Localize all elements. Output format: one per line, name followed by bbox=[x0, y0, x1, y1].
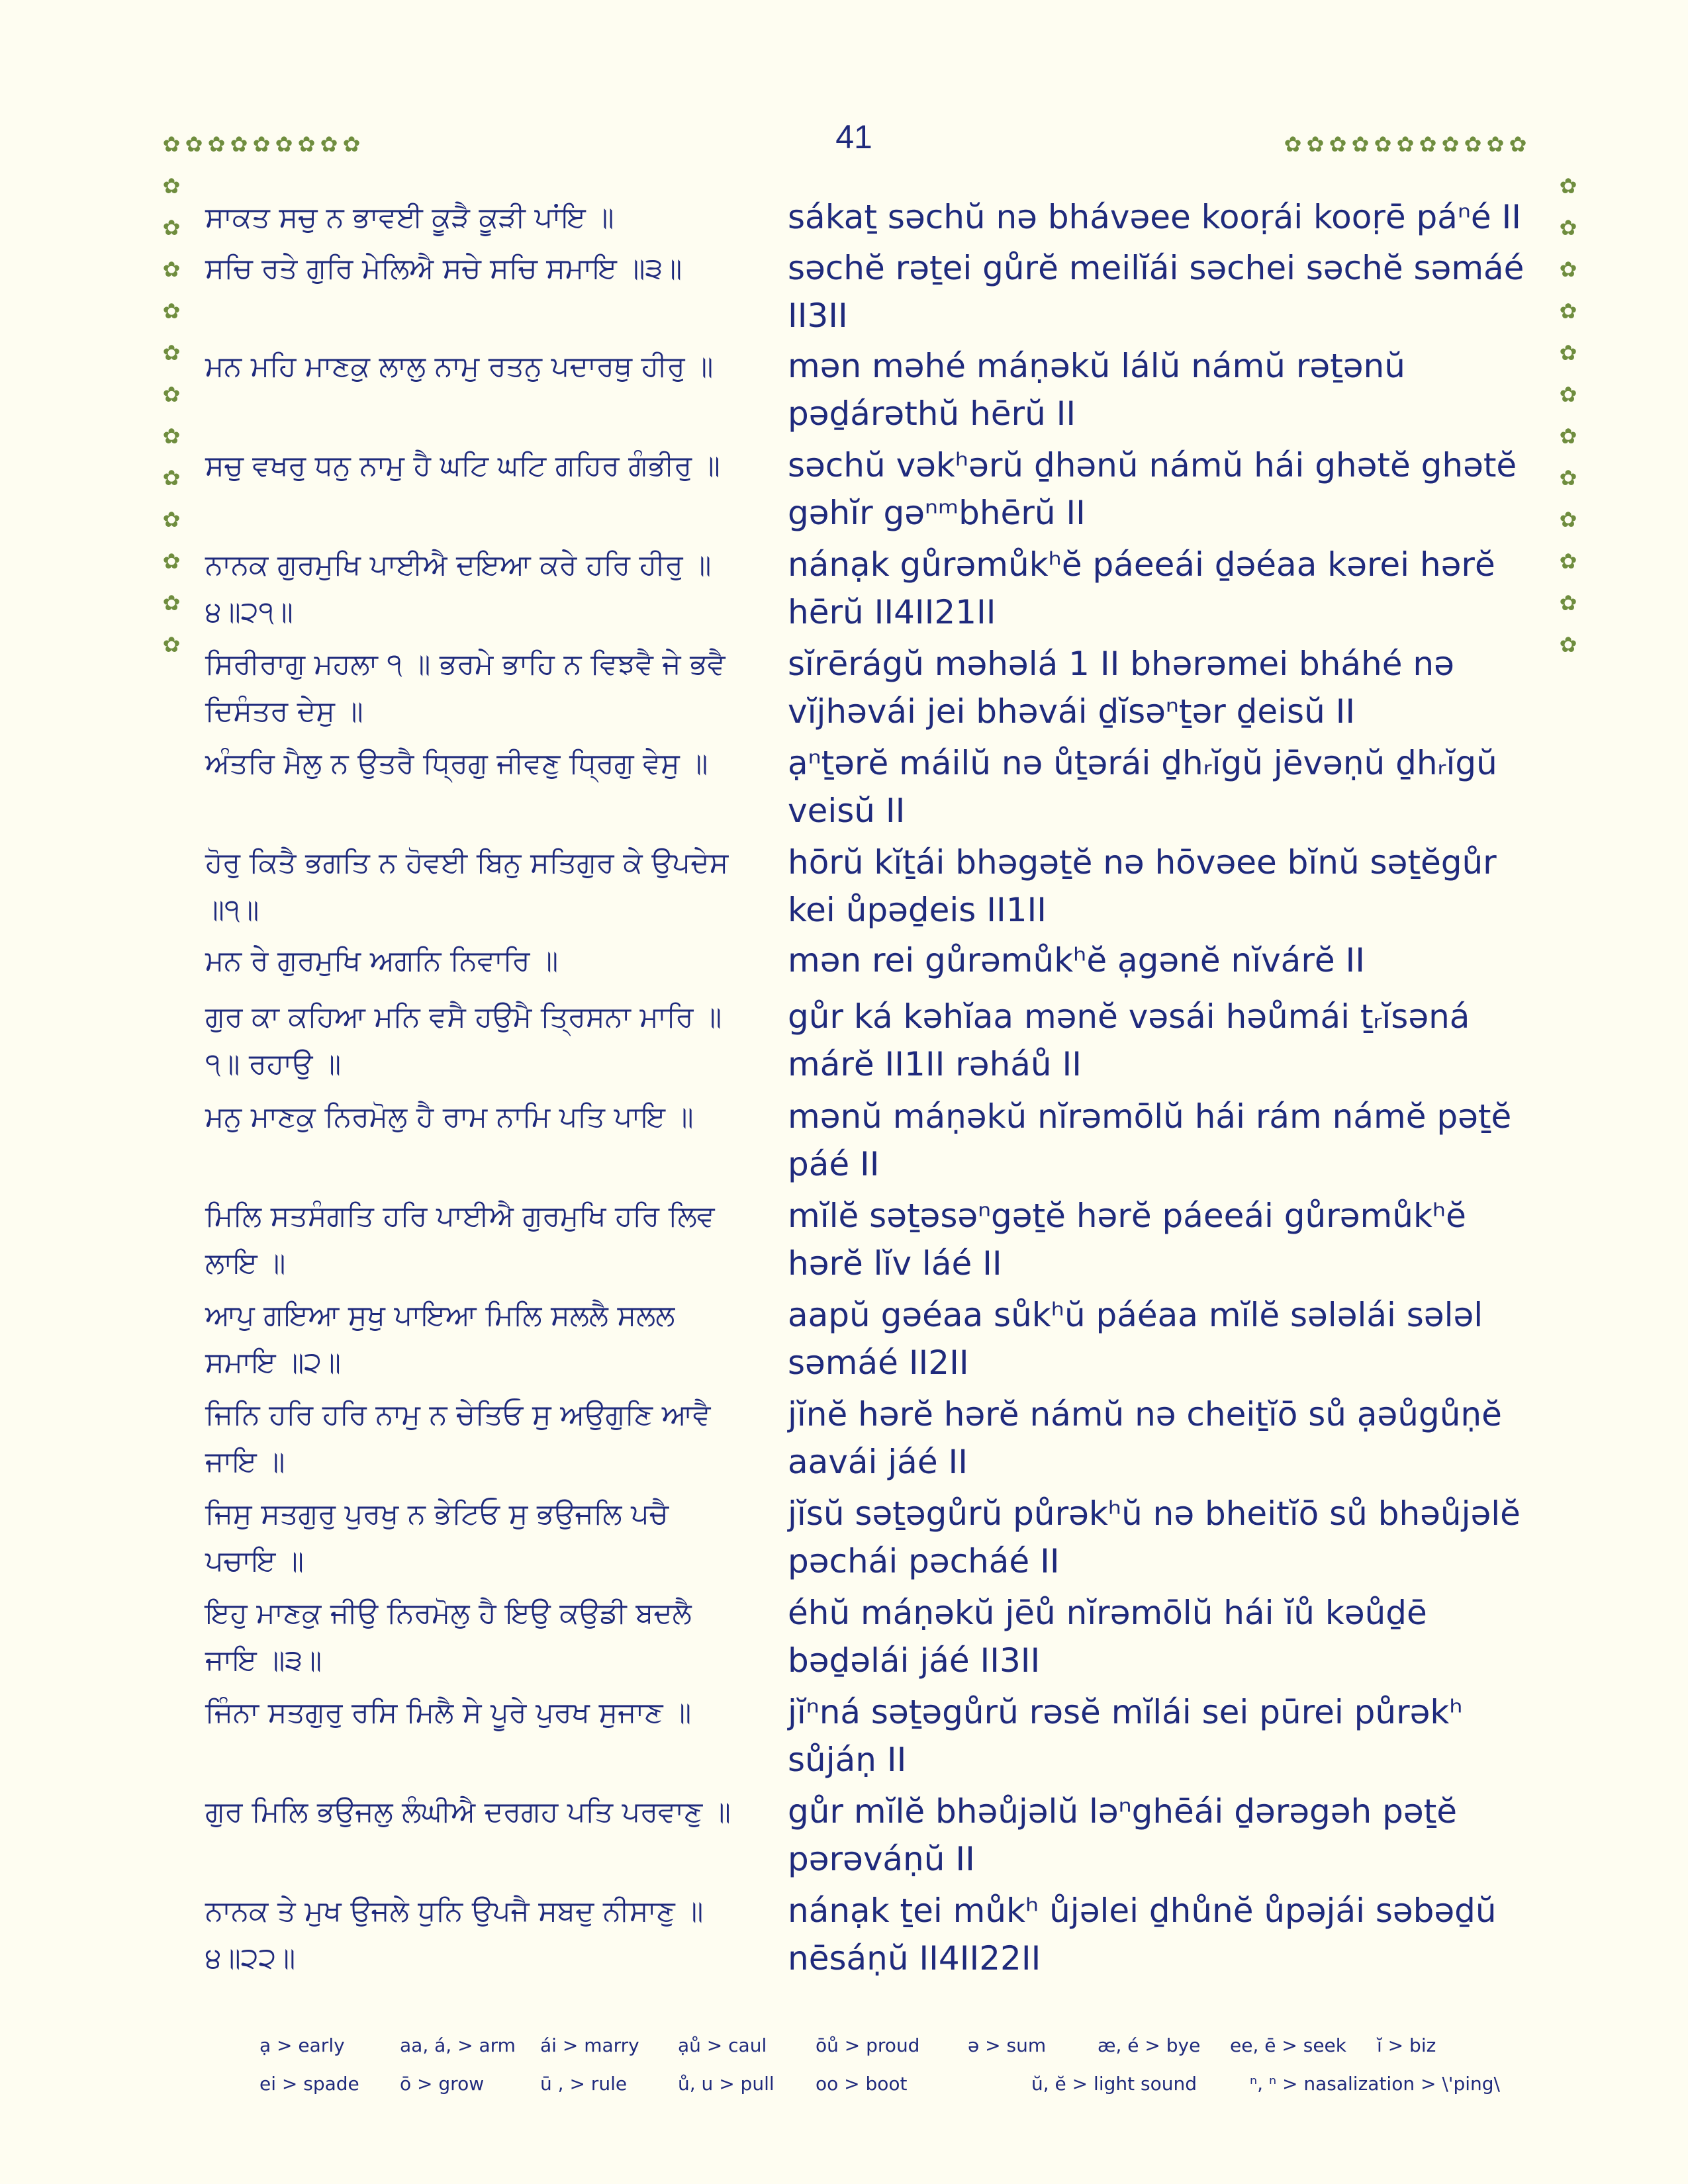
legend-item: ạ > early bbox=[259, 2034, 345, 2056]
transliteration-line: éhŭ máṇəkŭ jēů nĭrəmōlŭ hái ĭů kəůḏē bəḏəlái jáé II3II bbox=[788, 1594, 1427, 1680]
legend-item: ŭ, ĕ > light sound bbox=[1031, 2073, 1197, 2095]
transliteration-line: səchŭ vəkʰərŭ ḏhənŭ námŭ hái ghətĕ ghətĕ gəhĭr gəⁿᵐbhērŭ II bbox=[788, 446, 1517, 532]
transliteration-line: mən rei gůrəmůkʰĕ ạgənĕ nĭvárĕ II bbox=[788, 941, 1366, 979]
verse-row bbox=[205, 1589, 1529, 1688]
legend-item: ⁿ, ⁿ > nasalization > \'ping\ bbox=[1250, 2073, 1500, 2095]
flower-icon: ✿ bbox=[1559, 549, 1577, 574]
pronunciation-legend-row-1 bbox=[259, 2034, 1517, 2056]
gurmukhi-line: ਸਚਿ ਰਤੇ ਗੁਰਿ ਮੇਲਿਐ ਸਚੇ ਸਚਿ ਸਮਾਇ ॥੩॥ bbox=[205, 252, 682, 285]
gurmukhi-line: ਸਿਰੀਰਾਗੁ ਮਹਲਾ ੧ ॥ ਭਰਮੇ ਭਾਹਿ ਨ ਵਿਝਵੈ ਜੇ ਭਵੈ ਦਿਸੰਤਰ ਦੇਸੁ ॥ bbox=[205, 648, 726, 728]
verse-row bbox=[205, 993, 1529, 1093]
flower-icon: ✿ bbox=[1351, 132, 1370, 157]
gurmukhi-line: ਮਨ ਰੇ ਗੁਰਮੁਖਿ ਅਗਨਿ ਨਿਵਾਰਿ ॥ bbox=[205, 944, 559, 978]
flower-icon: ✿ bbox=[162, 549, 181, 574]
page-number: 41 bbox=[835, 118, 872, 156]
verse-row bbox=[205, 839, 1529, 936]
transliteration-line: ạⁿṯərĕ máilŭ nə ůṯərái ḏhᵣĭgŭ jēvəṇŭ ḏhᵣĭgŭ veisŭ II bbox=[788, 744, 1497, 830]
flower-icon: ✿ bbox=[162, 298, 181, 324]
flower-icon: ✿ bbox=[1284, 132, 1302, 157]
verse-row bbox=[205, 936, 1529, 993]
gurmukhi-line: ਮਨੁ ਮਾਣਕੁ ਨਿਰਮੋਲੁ ਹੈ ਰਾਮ ਨਾਮਿ ਪਤਿ ਪਾਇ ॥ bbox=[205, 1101, 694, 1134]
verse-row bbox=[205, 1390, 1529, 1490]
legend-item: ĭ > biz bbox=[1377, 2034, 1436, 2056]
gurmukhi-line: ਅੰਤਰਿ ਮੈਲੁ ਨ ਉਤਰੈ ਧ੍ਰਿਗੁ ਜੀਵਣੁ ਧ੍ਰਿਗੁ ਵੇਸੁ ॥ bbox=[205, 747, 708, 780]
legend-item: oo > boot bbox=[816, 2073, 908, 2095]
flower-icon: ✿ bbox=[342, 132, 361, 157]
verse-row bbox=[205, 193, 1529, 244]
flower-icon: ✿ bbox=[1559, 590, 1577, 615]
transliteration-line: jĭⁿná səṯəgůrŭ rəsĕ mĭlái sei pūrei půrəkʰ sůjáṇ II bbox=[788, 1693, 1463, 1779]
flower-icon: ✿ bbox=[162, 215, 181, 240]
verse-row bbox=[205, 244, 1529, 342]
verse-row bbox=[205, 640, 1529, 739]
verse-row bbox=[205, 1887, 1529, 1986]
transliteration-line: gůr ká kəhĭaa mənĕ vəsái həůmái ṯᵣĭsəná márĕ II1II rəháů II bbox=[788, 997, 1470, 1083]
gurmukhi-line: ਜਿੰਨਾ ਸਤਗੁਰੁ ਰਸਿ ਮਿਲੈ ਸੇ ਪੂਰੇ ਪੁਰਖ ਸੁਜਾਣ ॥ bbox=[205, 1696, 692, 1729]
flower-icon: ✿ bbox=[162, 382, 181, 407]
gurmukhi-line: ਨਾਨਕ ਤੇ ਮੁਖ ਉਜਲੇ ਧੁਨਿ ਉਪਜੈ ਸਬਦੁ ਨੀਸਾਣੁ ॥੪॥੨੨॥ bbox=[205, 1895, 704, 1975]
flower-icon: ✿ bbox=[1486, 132, 1505, 157]
flower-icon: ✿ bbox=[1559, 424, 1577, 449]
legend-item: ōů > proud bbox=[816, 2034, 920, 2056]
flower-icon: ✿ bbox=[1396, 132, 1415, 157]
gurmukhi-line: ਸਚੁ ਵਖਰੁ ਧਨੁ ਨਾਮੁ ਹੈ ਘਟਿ ਘਟਿ ਗਹਿਰ ਗੰਭੀਰੁ ॥ bbox=[205, 449, 720, 482]
verse-row bbox=[205, 1688, 1529, 1788]
gurmukhi-line: ਜਿਨਿ ਹਰਿ ਹਰਿ ਨਾਮੁ ਨ ਚੇਤਿਓ ਸੁ ਅਉਗੁਣਿ ਆਵੈ ਜਾਇ ॥ bbox=[205, 1398, 711, 1479]
legend-item: ei > spade bbox=[259, 2073, 359, 2095]
verse-row bbox=[205, 541, 1529, 640]
flower-icon: ✿ bbox=[162, 424, 181, 449]
gurmukhi-line: ਜਿਸੁ ਸਤਗੁਰੁ ਪੁਰਖੁ ਨ ਭੇਟਿਓ ਸੁ ਭਉਜਲਿ ਪਚੈ ਪਚਾਇ ॥ bbox=[205, 1498, 669, 1578]
flower-icon: ✿ bbox=[162, 340, 181, 365]
verse-row bbox=[205, 342, 1529, 441]
transliteration-line: gůr mĭlĕ bhəůjəlŭ ləⁿghēái ḏərəgəh pəṯĕ pərəváṇŭ II bbox=[788, 1792, 1457, 1878]
gurmukhi-line: ਹੋਰੁ ਕਿਤੈ ਭਗਤਿ ਨ ਹੋਵਈ ਬਿਨੁ ਸਤਿਗੁਰ ਕੇ ਉਪਦੇਸ ॥੧॥ bbox=[205, 846, 729, 927]
flower-icon: ✿ bbox=[1509, 132, 1527, 157]
flower-icon: ✿ bbox=[320, 132, 338, 157]
flower-icon: ✿ bbox=[185, 132, 203, 157]
transliteration-line: nánạk gůrəmůkʰĕ páeeái ḏəéaa kərei hərĕ hērŭ II4II21II bbox=[788, 545, 1495, 631]
flower-icon: ✿ bbox=[162, 132, 181, 157]
verse-table bbox=[205, 193, 1529, 1986]
legend-item: ə > sum bbox=[968, 2034, 1047, 2056]
legend-item: ái > marry bbox=[540, 2034, 639, 2056]
transliteration-line: mən məhé máṇəkŭ lálŭ námŭ rəṯənŭ pəḏárəthŭ hērŭ II bbox=[788, 347, 1405, 433]
legend-item: ō > grow bbox=[400, 2073, 485, 2095]
flower-icon: ✿ bbox=[275, 132, 293, 157]
transliteration-line: nánạk ṯei můkʰ ůjəlei ḏhůnĕ ůpəjái səbəḏŭ nēsáṇŭ II4II22II bbox=[788, 1891, 1497, 1978]
flower-icon: ✿ bbox=[1559, 340, 1577, 365]
gurmukhi-line: ਮਨ ਮਹਿ ਮਾਣਕੁ ਲਾਲੁ ਨਾਮੁ ਰਤਨੁ ਪਦਾਰਥੁ ਹੀਰੁ ॥ bbox=[205, 350, 714, 383]
flower-icon: ✿ bbox=[162, 173, 181, 199]
legend-item: æ, é > bye bbox=[1098, 2034, 1201, 2056]
flower-icon: ✿ bbox=[1464, 132, 1482, 157]
verse-row bbox=[205, 1788, 1529, 1887]
gurmukhi-line: ਸਾਕਤ ਸਚੁ ਨ ਭਾਵਈ ਕੂੜੈ ਕੂੜੀ ਪਾਂਇ ॥ bbox=[205, 201, 614, 234]
flower-icon: ✿ bbox=[162, 507, 181, 532]
flower-icon: ✿ bbox=[1559, 298, 1577, 324]
flower-icon: ✿ bbox=[1559, 465, 1577, 490]
transliteration-line: səchĕ rəṯei gůrĕ meilĭái səchei səchĕ səmáé II3II bbox=[788, 249, 1524, 335]
flower-icon: ✿ bbox=[1419, 132, 1437, 157]
verse-row bbox=[205, 1093, 1529, 1192]
transliteration-line: mənŭ máṇəkŭ nĭrəmōlŭ hái rám námĕ pəṯĕ páé II bbox=[788, 1097, 1512, 1183]
flower-icon: ✿ bbox=[252, 132, 271, 157]
flower-icon: ✿ bbox=[162, 590, 181, 615]
flower-icon: ✿ bbox=[162, 465, 181, 490]
flower-icon: ✿ bbox=[1559, 382, 1577, 407]
flower-icon: ✿ bbox=[1441, 132, 1460, 157]
gurmukhi-line: ਆਪੁ ਗਇਆ ਸੁਖੁ ਪਾਇਆ ਮਿਲਿ ਸਲਲੈ ਸਲਲ ਸਮਾਇ ॥੨॥ bbox=[205, 1299, 675, 1379]
flower-icon: ✿ bbox=[297, 132, 316, 157]
flower-icon: ✿ bbox=[1559, 507, 1577, 532]
gurmukhi-line: ਗੁਰ ਮਿਲਿ ਭਉਜਲੁ ਲੰਘੀਐ ਦਰਗਹ ਪਤਿ ਪਰਵਾਣੁ ॥ bbox=[205, 1796, 731, 1829]
verse-row bbox=[205, 1490, 1529, 1589]
verse-row bbox=[205, 739, 1529, 839]
transliteration-line: mĭlĕ səṯəsəⁿgəṯĕ hərĕ páeeái gůrəmůkʰĕ hərĕ lĭv láé II bbox=[788, 1197, 1466, 1283]
gurmukhi-line: ਨਾਨਕ ਗੁਰਮੁਖਿ ਪਾਈਐ ਦਇਆ ਕਰੇ ਹਰਿ ਹੀਰੁ ॥੪॥੨੧॥ bbox=[205, 549, 712, 629]
flower-icon: ✿ bbox=[1559, 632, 1577, 657]
gurmukhi-line: ਮਿਲਿ ਸਤਸੰਗਤਿ ਹਰਿ ਪਾਈਐ ਗੁਰਮੁਖਿ ਹਰਿ ਲਿਵ ਲਾਇ ॥ bbox=[205, 1200, 715, 1280]
flower-icon: ✿ bbox=[1329, 132, 1347, 157]
transliteration-line: sĭrērágŭ məhəlá 1 II bhərəmei bháhé nə vĭjhəvái jei bhəvái ḏĭsəⁿṯər ḏeisŭ II bbox=[788, 645, 1454, 731]
flower-icon: ✿ bbox=[162, 257, 181, 282]
verse-row bbox=[205, 1192, 1529, 1291]
verse-row bbox=[205, 1291, 1529, 1390]
transliteration-line: sákaṯ səchŭ nə bhávəee kooṛái kooṛē páⁿé II bbox=[788, 198, 1522, 236]
flower-icon: ✿ bbox=[1374, 132, 1392, 157]
flower-icon: ✿ bbox=[1559, 257, 1577, 282]
transliteration-line: jĭsŭ səṯəgůrŭ půrəkʰŭ nə bheitĭō sů bhəůjəlĕ pəchái pəcháé II bbox=[788, 1494, 1521, 1580]
verse-row bbox=[205, 441, 1529, 541]
flower-icon: ✿ bbox=[162, 632, 181, 657]
flower-icon: ✿ bbox=[207, 132, 226, 157]
gurmukhi-line: ਗੁਰ ਕਾ ਕਹਿਆ ਮਨਿ ਵਸੈ ਹਉਮੈ ਤ੍ਰਿਸਨਾ ਮਾਰਿ ॥੧॥ ਰਹਾਉ ॥ bbox=[205, 1001, 722, 1081]
pronunciation-legend-row-2 bbox=[259, 2073, 1517, 2095]
gurmukhi-line: ਇਹੁ ਮਾਣਕੁ ਜੀਉ ਨਿਰਮੋਲੁ ਹੈ ਇਉ ਕਉਡੀ ਬਦਲੈ ਜਾਇ ॥੩॥ bbox=[205, 1597, 692, 1677]
flower-icon: ✿ bbox=[230, 132, 248, 157]
flower-icon: ✿ bbox=[1306, 132, 1325, 157]
legend-item: ū , > rule bbox=[540, 2073, 628, 2095]
flower-icon: ✿ bbox=[1559, 173, 1577, 199]
transliteration-line: jĭnĕ hərĕ hərĕ námŭ nə cheiṯĭō sů ạəůgůṇĕ aavái jáé II bbox=[788, 1395, 1502, 1481]
transliteration-line: aapŭ gəéaa sůkʰŭ páéaa mĭlĕ sələlái sələl səmáé II2II bbox=[788, 1296, 1483, 1382]
transliteration-line: hōrŭ kĭṯái bhəgəṯĕ nə hōvəee bĭnŭ səṯĕgůr kei ůpəḏeis II1II bbox=[788, 843, 1497, 929]
legend-item: ạů > caul bbox=[678, 2034, 767, 2056]
legend-item: ů, u > pull bbox=[678, 2073, 774, 2095]
legend-item: aa, á, > arm bbox=[400, 2034, 516, 2056]
legend-item: ee, ē > seek bbox=[1230, 2034, 1346, 2056]
flower-icon: ✿ bbox=[1559, 215, 1577, 240]
